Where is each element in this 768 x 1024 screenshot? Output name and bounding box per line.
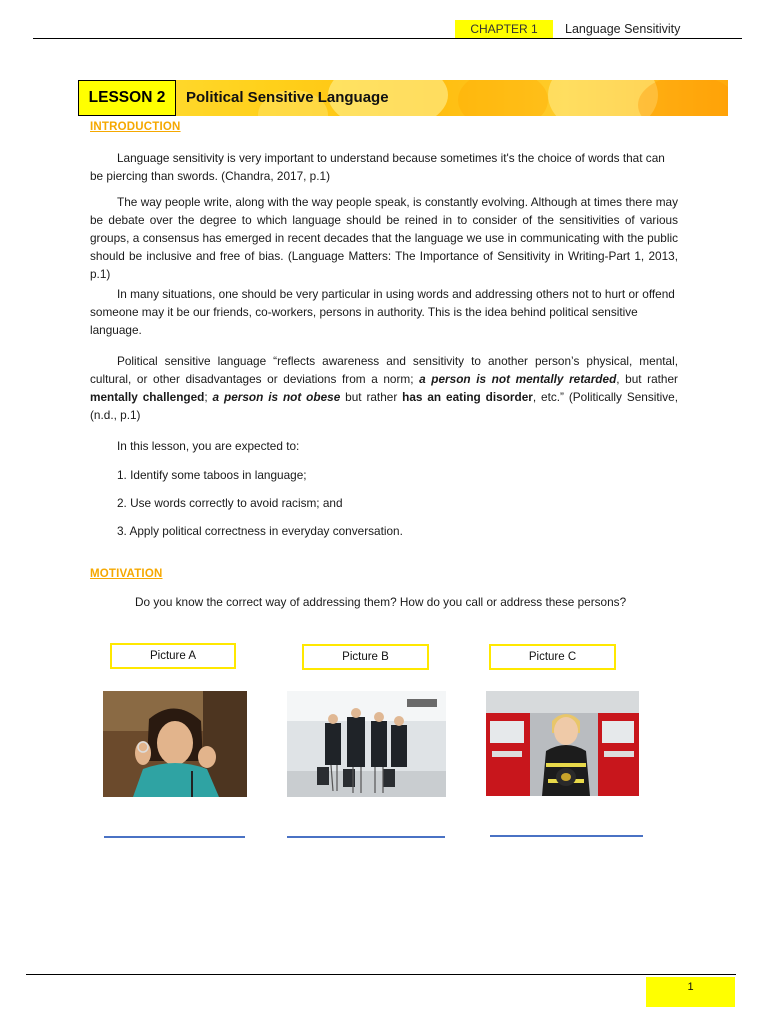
picture-a-image bbox=[103, 691, 247, 797]
expected-line: In this lesson, you are expected to: bbox=[117, 439, 300, 453]
page-number: 1 bbox=[646, 977, 735, 1007]
objective-2: 2. Use words correctly to avoid racism; and bbox=[117, 496, 343, 510]
flight-crew-photo-icon bbox=[287, 691, 446, 797]
chapter-label: CHAPTER 1 bbox=[455, 20, 553, 38]
answer-line-b[interactable] bbox=[287, 836, 445, 838]
footer-divider bbox=[26, 974, 736, 975]
answer-line-a[interactable] bbox=[104, 836, 245, 838]
p4-text: Political sensitive language “reflects awareness and sensitivity to another person’s physical, mental, cultural, or other disadvantages or deviations from a norm; bbox=[90, 354, 678, 386]
answer-line-c[interactable] bbox=[490, 835, 643, 837]
firefighter-photo-icon bbox=[486, 691, 639, 796]
p4-text: but rather bbox=[340, 390, 403, 404]
intro-paragraph-4 bbox=[90, 352, 678, 424]
p4-text: , but rather bbox=[616, 372, 678, 386]
intro-paragraph-2: The way people write, along with the way people speak, is constantly evolving. Although at times there may be debate over the degree to which language should be reined in to consider of the sensitivities of various groups, a consensus has emerged in recent decades that the language we use in communicating with the public should be inclusive and free of bias. (Language Matters: The Importance of Sensitivity in Writing-Part 1, 2013, p.1) bbox=[90, 195, 678, 281]
picture-b-image bbox=[287, 691, 446, 797]
motivation-heading: MOTIVATION bbox=[90, 568, 163, 580]
intro-paragraph-3: In many situations, one should be very particular in using words and addressing others not to hurt or offend someone may it be our friends, co-workers, persons in authority. This is the idea behind political sensitive language. bbox=[90, 287, 675, 337]
picture-c-image bbox=[486, 691, 639, 796]
picture-a-label: Picture A bbox=[110, 643, 236, 669]
woman-speaking-photo-icon bbox=[103, 691, 247, 797]
header-divider bbox=[33, 38, 742, 39]
p4-bold-2: has an eating disorder bbox=[402, 390, 533, 404]
objective-1: 1. Identify some taboos in language; bbox=[117, 468, 307, 482]
lesson-banner bbox=[78, 80, 728, 116]
intro-paragraph-1: Language sensitivity is very important to understand because sometimes it's the choice of words that can be piercing than swords. (Chandra, 2017, p.1) bbox=[90, 151, 665, 183]
p4-emphasis-1: a person is not mentally retarded bbox=[419, 372, 617, 386]
p4-text: ; bbox=[204, 390, 213, 404]
introduction-heading: INTRODUCTION bbox=[90, 121, 181, 133]
objective-3: 3. Apply political correctness in everyday conversation. bbox=[117, 524, 403, 538]
p4-emphasis-2: a person is not obese bbox=[212, 390, 341, 404]
lesson-title: Political Sensitive Language bbox=[186, 89, 389, 106]
motivation-question: Do you know the correct way of addressing them? How do you call or address these persons? bbox=[135, 595, 627, 609]
p4-bold-1: mentally challenged bbox=[90, 390, 205, 404]
lesson-label: LESSON 2 bbox=[78, 80, 176, 116]
picture-c-label: Picture C bbox=[489, 644, 616, 670]
picture-b-label: Picture B bbox=[302, 644, 429, 670]
p4-text: , etc.” (Politically Sensitive, (n.d., p.1) bbox=[90, 390, 678, 422]
chapter-title: Language Sensitivity bbox=[565, 22, 681, 36]
